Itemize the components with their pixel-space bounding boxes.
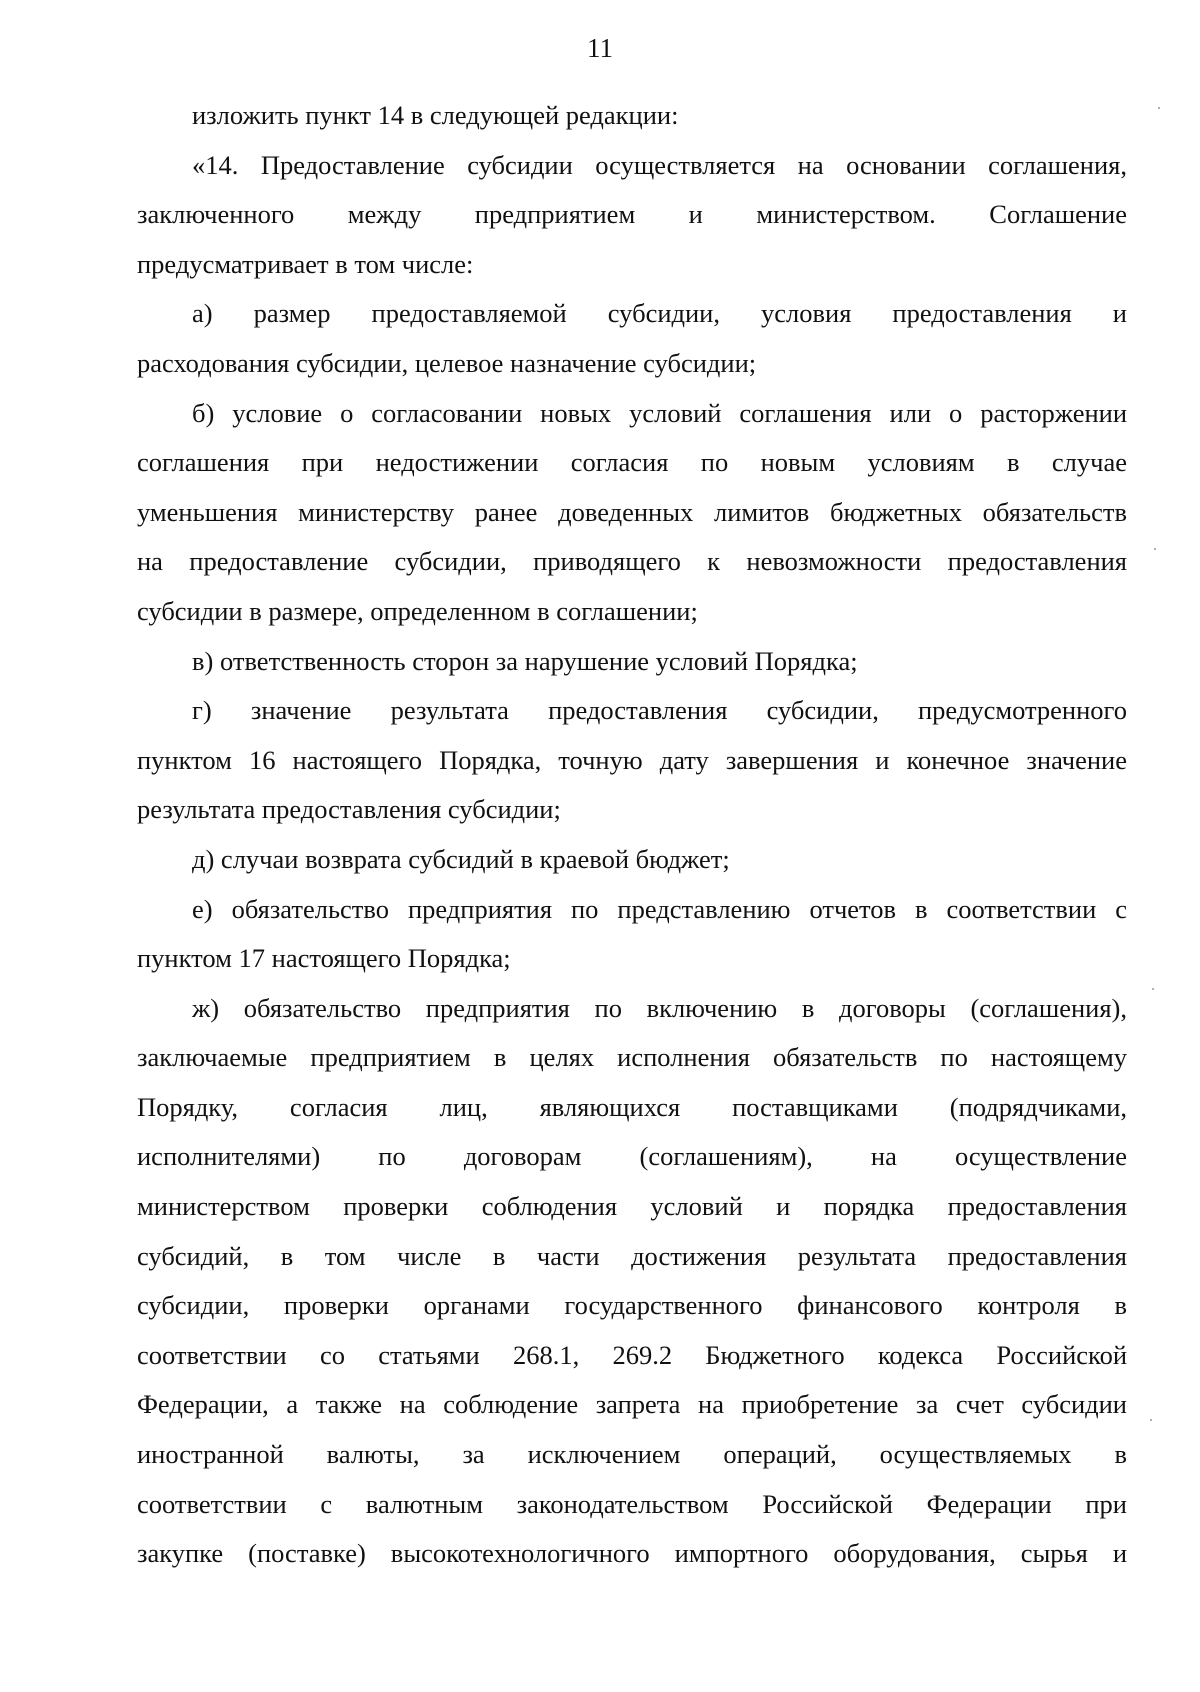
text-line: д) случаи возврата субсидий в краевой бюджет;	[192, 843, 730, 874]
text-line: соответствии со статьями 268.1, 269.2 Бюджетного кодекса Российской	[137, 1339, 1127, 1370]
paragraph-subitem-zh	[137, 984, 1127, 1579]
text-line: г) значение результата предоставления субсидии, предусмотренного	[192, 695, 1127, 726]
scan-speck	[1150, 1419, 1152, 1421]
text-line: «14. Предоставление субсидии осуществляется на основании соглашения,	[192, 149, 1127, 180]
text-line: предусматривает в том числе:	[137, 248, 474, 279]
text-line: уменьшения министерству ранее доведенных лимитов бюджетных обязательств	[137, 496, 1127, 527]
text-line: е) обязательство предприятия по представлению отчетов в соответствии с	[192, 893, 1127, 924]
paragraph-subitem-d	[137, 835, 1127, 885]
text-line: исполнителями) по договорам (соглашениям), на осуществление	[137, 1141, 1127, 1172]
text-line: субсидий, в том числе в части достижения результата предоставления	[137, 1240, 1127, 1271]
text-line: Порядку, согласия лиц, являющихся поставщиками (подрядчиками,	[137, 1091, 1127, 1122]
text-line: на предоставление субсидии, приводящего к невозможности предоставления	[137, 546, 1127, 577]
text-line: ж) обязательство предприятия по включению в договоры (соглашения),	[192, 992, 1127, 1023]
text-line: соответствии с валютным законодательством Российской Федерации при	[137, 1488, 1127, 1519]
text-line: иностранной валюты, за исключением операций, осуществляемых в	[137, 1439, 1127, 1470]
paragraph-subitem-g	[137, 686, 1127, 835]
text-line: пунктом 17 настоящего Порядка;	[137, 943, 511, 974]
scan-speck	[1152, 988, 1154, 990]
text-line: б) условие о согласовании новых условий соглашения или о расторжении	[192, 397, 1127, 428]
paragraph-subitem-b	[137, 389, 1127, 637]
paragraph-subitem-a	[137, 289, 1127, 388]
text-line: министерством проверки соблюдения условий и порядка предоставления	[137, 1191, 1127, 1222]
text-line: Федерации, а также на соблюдение запрета на приобретение за счет субсидии	[137, 1389, 1127, 1420]
text-line: а) размер предоставляемой субсидии, условия предоставления и	[192, 298, 1127, 329]
text-line: в) ответственность сторон за нарушение условий Порядка;	[192, 645, 858, 676]
scan-speck	[1158, 107, 1160, 109]
paragraph-subitem-e	[137, 885, 1127, 984]
page-number: 11	[587, 33, 613, 63]
scan-speck	[1154, 548, 1156, 550]
text-line: заключаемые предприятием в целях исполнения обязательств по настоящему	[137, 1042, 1127, 1073]
text-line: расходования субсидии, целевое назначение субсидии;	[137, 347, 757, 378]
text-line: пунктом 16 настоящего Порядка, точную дату завершения и конечное значение	[137, 744, 1127, 775]
text-line: закупке (поставке) высокотехнологичного импортного оборудования, сырья и	[137, 1538, 1127, 1569]
paragraph-item-14	[137, 141, 1127, 290]
text-line: соглашения при недостижении согласия по новым условиям в случае	[137, 447, 1127, 478]
text-line: изложить пункт 14 в следующей редакции:	[192, 100, 679, 130]
text-line: результата предоставления субсидии;	[137, 794, 561, 825]
text-line: субсидии, проверки органами государственного финансового контроля в	[137, 1290, 1127, 1321]
paragraph-intro	[137, 91, 1127, 141]
text-line: субсидии в размере, определенном в соглашении;	[137, 595, 698, 626]
paragraph-subitem-v	[137, 637, 1127, 687]
document-body	[137, 91, 1127, 1579]
text-line: заключенного между предприятием и министерством. Соглашение	[137, 199, 1127, 230]
